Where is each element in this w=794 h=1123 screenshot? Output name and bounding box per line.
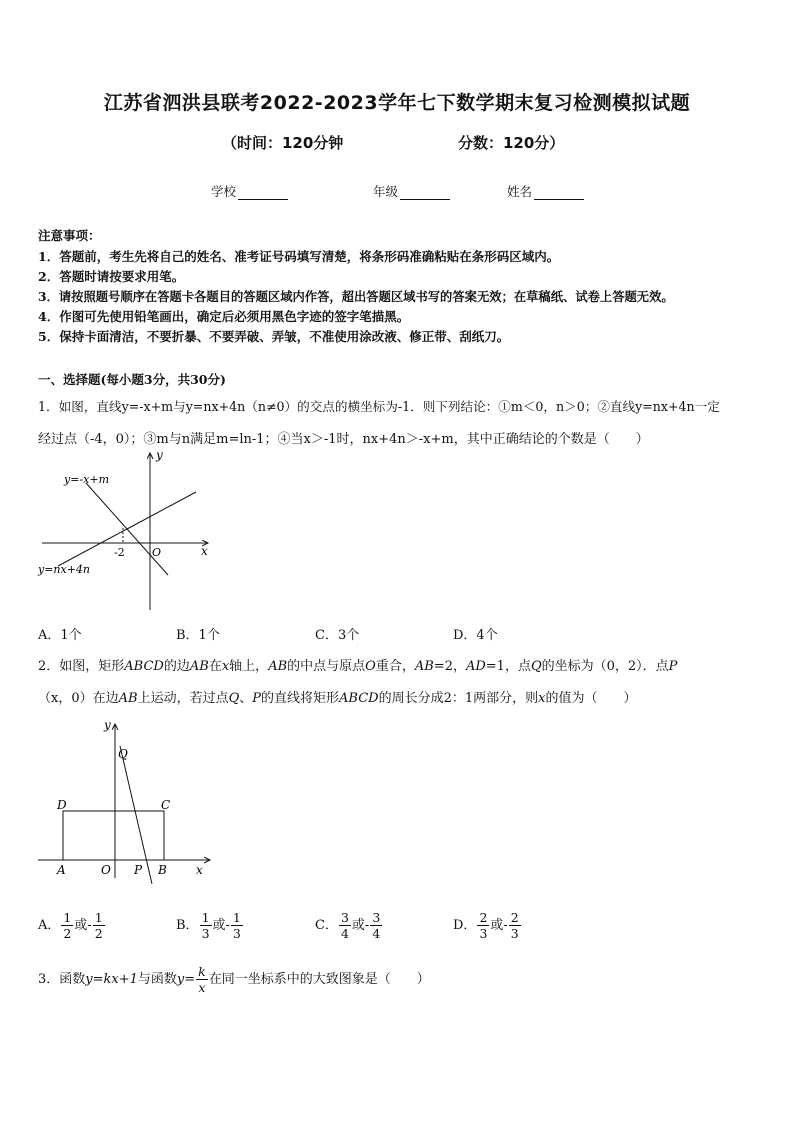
q1-option-b[interactable]: B．1个 bbox=[176, 628, 220, 643]
note-item: 2．答题时请按要求用笔。 bbox=[38, 269, 185, 284]
exam-time: （时间：120分钟 bbox=[222, 134, 344, 152]
rectangle-abcd bbox=[63, 811, 164, 860]
tick-label: -2 bbox=[114, 546, 125, 559]
notes-heading: 注意事项： bbox=[38, 228, 101, 243]
grade-blank[interactable] bbox=[400, 187, 450, 200]
note-item: 5．保持卡面清洁，不要折暴、不要弄破、弄皱，不准使用涂改液、修正带、刮纸刀。 bbox=[38, 329, 510, 344]
q1-text-line2: 经过点（-4，0）；③m与n满足m=ln-1；④当x＞-1时，nx+4n＞-x+m，其中正确结论的个数是（ ） bbox=[38, 432, 649, 447]
exam-score: 分数：120分） bbox=[458, 134, 565, 152]
q1-option-d[interactable]: D．4个 bbox=[453, 628, 498, 643]
page-title: 江苏省泗洪县联考2022-2023学年七下数学期末复习检测模拟试题 bbox=[103, 92, 691, 114]
x-label: x bbox=[196, 863, 203, 877]
line-nx-plus-4n bbox=[58, 492, 196, 566]
note-item: 4．作图可先使用铅笔画出，确定后必须用黑色字迹的签字笔描黑。 bbox=[38, 309, 410, 324]
name-field bbox=[507, 182, 584, 200]
q1-graph bbox=[30, 445, 220, 617]
q2-text-line2: （x，0）在边AB上运动，若过点Q、P的直线将矩形ABCD的周长分成2：1两部分，则x的值为（ ） bbox=[38, 691, 637, 706]
grade-field bbox=[373, 182, 450, 200]
point-b-label: B bbox=[158, 863, 167, 877]
origin-label: O bbox=[152, 546, 162, 559]
q1-option-c[interactable]: C．3个 bbox=[315, 628, 360, 643]
school-blank[interactable] bbox=[238, 187, 288, 200]
point-q-label: Q bbox=[118, 747, 128, 761]
q2-option-a[interactable]: A． $\frac{1}{2}$ 或- $\frac{1}{2}$ bbox=[38, 910, 103, 941]
origin-label: O bbox=[101, 863, 111, 877]
point-c-label: C bbox=[161, 798, 171, 812]
label-line2: y=nx+4n bbox=[38, 563, 91, 576]
y-label: y bbox=[156, 448, 163, 462]
q2-option-d[interactable]: D． $\frac{2}{3}$ 或- $\frac{2}{3}$ bbox=[453, 910, 519, 941]
point-p-label: P bbox=[134, 863, 143, 877]
y-label: y bbox=[104, 718, 111, 732]
grade-label: 年级 bbox=[373, 184, 399, 199]
point-d-label: D bbox=[57, 798, 67, 812]
q2-graph bbox=[32, 716, 222, 886]
school-label: 学校 bbox=[211, 184, 237, 199]
x-label: x bbox=[201, 544, 208, 558]
name-label: 姓名 bbox=[507, 184, 533, 199]
q3-text: 3．函数y=kx+1与函数y= $\frac{k}{x}$ 在同一坐标系中的大致图象是（ ） bbox=[38, 964, 430, 995]
q2-option-c[interactable]: C． $\frac{3}{4}$ 或- $\frac{3}{4}$ bbox=[315, 910, 381, 941]
q1-option-a[interactable]: A．1个 bbox=[38, 628, 82, 643]
point-a-label: A bbox=[57, 863, 66, 877]
q2-text-line1: 2．如图，矩形ABCD的边AB在x轴上，AB的中点与原点O重合，AB=2，AD=1，点Q的坐标为（0，2）．点P bbox=[38, 659, 678, 674]
school-field bbox=[211, 182, 288, 200]
q2-option-b[interactable]: B． $\frac{1}{3}$ 或- $\frac{1}{3}$ bbox=[176, 910, 241, 941]
name-blank[interactable] bbox=[534, 187, 584, 200]
section-heading: 一、选择题(每小题3分，共30分) bbox=[38, 372, 226, 387]
label-line1: y=-x+m bbox=[64, 473, 109, 486]
note-item: 3．请按照题号顺序在答题卡各题目的答题区域内作答，超出答题区域书写的答案无效；在草稿纸、试卷上答题无效。 bbox=[38, 289, 674, 304]
note-item: 1．答题前，考生先将自己的姓名、准考证号码填写清楚，将条形码准确粘贴在条形码区域内。 bbox=[38, 249, 560, 264]
q1-text-line1: 1．如图，直线y=-x+m与y=nx+4n（n≠0）的交点的横坐标为-1．则下列结论：①m＜0，n＞0；②直线y=nx+4n一定 bbox=[38, 399, 720, 414]
